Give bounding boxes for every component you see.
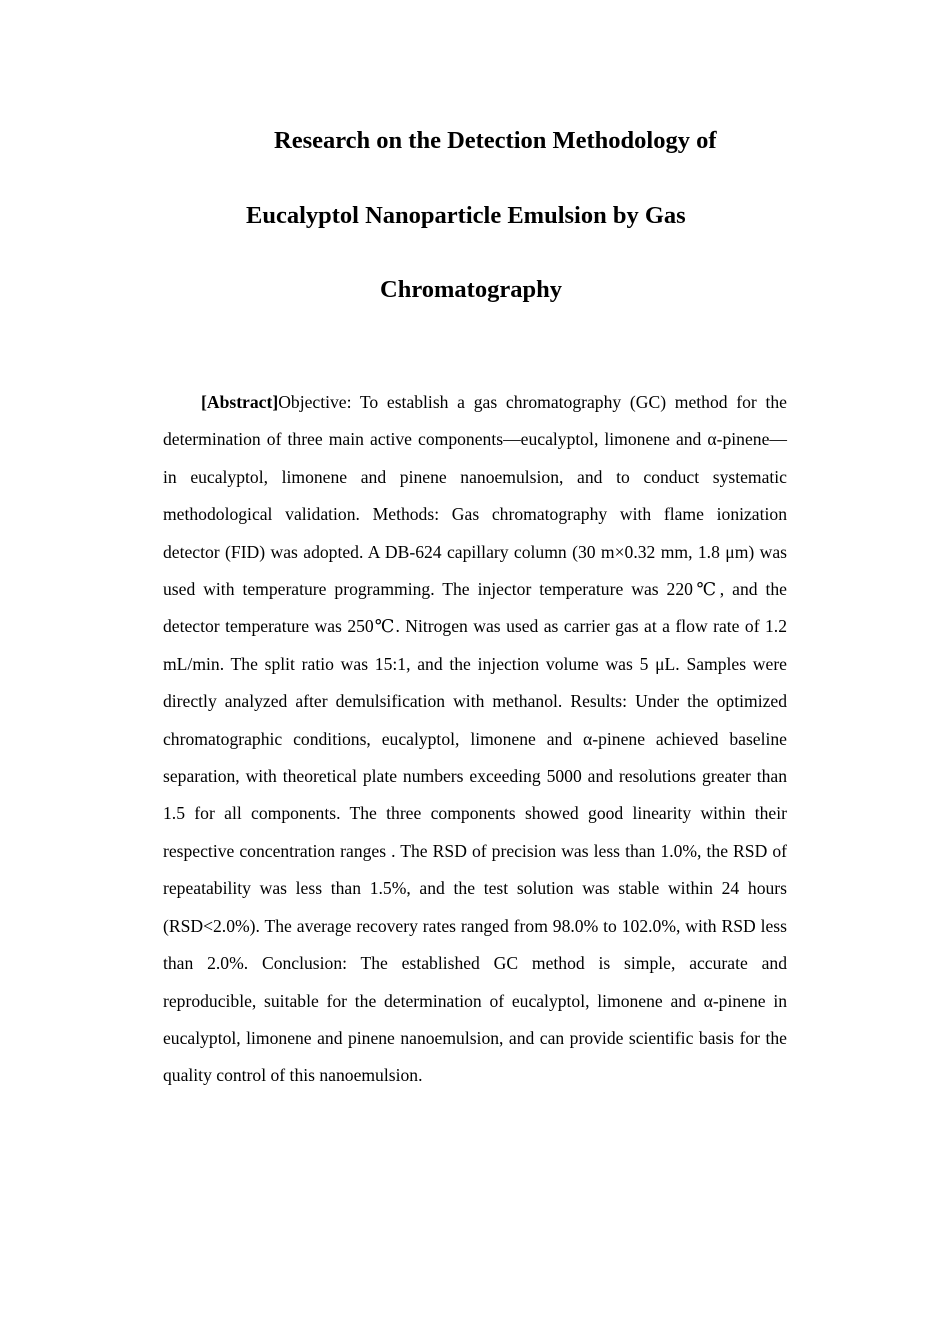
paper-title-line-2-text: Eucalyptol Nanoparticle Emulsion by Gas [246,202,686,229]
abstract-label: [Abstract] [201,392,279,412]
abstract-text: Objective: To establish a gas chromatography (GC) method for the determination of three main active components—eucalyptol, limonene and α-pinene—in eucalyptol, limonene and pinene nanoemulsion, and to conduct systematic methodological validation. Methods: Gas chromatography with flame ionization detector (FID) was adopted. A DB-624 capillary column (30 m×0.32 mm, 1.8 μm) was used with temperature programming. The injector temperature was 220℃, and the detector temperature was 250℃. Nitrogen was used as carrier gas at a flow rate of 1.2 mL/min. The split ratio was 15:1, and the injection volume was 5 μL. Samples were directly analyzed after demulsification with methanol. Results: Under the optimized chromatographic conditions, eucalyptol, limonene and α-pinene achieved baseline separation, with theoretical plate numbers exceeding 5000 and resolutions greater than 1.5 for all components. The three components showed good linearity within their respective concentration ranges . The RSD of precision was less than 1.0%, the RSD of repeatability was less than 1.5%, and the test solution was stable within 24 hours (RSD<2.0%). The average recovery rates ranged from 98.0% to 102.0%, with RSD less than 2.0%. Conclusion: The established GC method is simple, accurate and reproducible, suitable for the determination of eucalyptol, limonene and α-pinene in eucalyptol, limonene and pinene nanoemulsion, and can provide scientific basis for the quality control of this nanoemulsion. [163,392,787,1086]
paper-title-line-3-text: Chromatography [380,276,562,303]
abstract-paragraph [163,384,787,1095]
paper-title-line-1-text: Research on the Detection Methodology of [274,127,717,154]
